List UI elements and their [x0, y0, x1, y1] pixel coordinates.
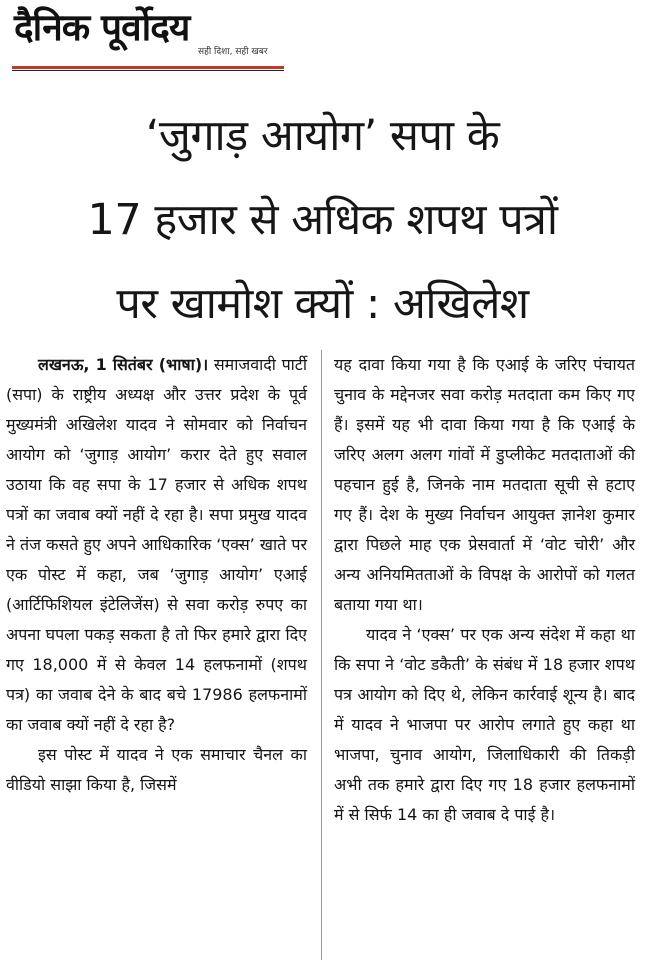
article-text: समाजवादी पार्टी (सपा) के राष्ट्रीय अध्यक्ष और उत्तर प्रदेश के पूर्व मुख्यमंत्री अखिलेश यादव ने सोमवार को निर्वाचन आयोग को ‘जुगाड़ आयोग’ करार देते हुए सवाल उठाया कि वह सपा के 17 हजार से अधिक शपथ पत्रों का जवाब क्यों नहीं दे रहा है। सपा प्रमुख यादव ने तंज कसते हुए अपने आधिकारिक ‘एक्स’ खाते पर एक पोस्ट में कहा, जब ‘जुगाड़ आयोग’ एआई (आर्टिफिशियल इंटेलिजेंस) से सवा करोड़ रुपए का अपना घपला पकड़ सकता है तो फिर हमारे द्वारा दिए गए 18,000 में से केवल 14 हलफनामों (शपथ पत्र) का जवाब देने के बाद बचे 17986 हलफनामों का जवाब क्यों नहीं दे रहा है? — [6, 355, 308, 734]
dateline: लखनऊ, 1 सितंबर (भाषा)। — [38, 355, 209, 374]
article-paragraph: यह दावा किया गया है कि एआई के जरिए पंचायत चुनाव के मद्देनजर सवा करोड़ मतदाता कम किए गए हैं। इसमें यह भी दावा किया गया है कि एआई के जरिए अलग अलग गांवों में डुप्लीकेट मतदाताओं की पहचान हुई है, जिनके नाम मतदाता सूची से हटाए गए हैं। देश के मुख्य निर्वाचन आयुक्त ज्ञानेश कुमार द्वारा पिछले माह एक प्रेसवार्ता में ‘वोट चोरी’ और अन्य अनियमितताओं के विपक्ष के आरोपों को गलत बताया गया था। — [334, 355, 635, 614]
logo-underline-thin — [12, 70, 284, 71]
logo-tagline: सही दिशा, सही खबर — [198, 47, 268, 57]
masthead — [0, 0, 645, 78]
headline — [14, 94, 631, 346]
article-column-right — [334, 350, 635, 830]
headline-line-2: 17 हजार से अधिक शपथ पत्रों — [87, 195, 558, 245]
logo-underline — [12, 66, 284, 69]
article-paragraph — [6, 350, 307, 740]
newspaper-logo: दैनिक पूर्वोदय — [14, 6, 190, 49]
headline-line-3: पर खामोश क्यों : अखिलेश — [116, 279, 529, 329]
headline-line-1: ‘जुगाड़ आयोग’ सपा के — [145, 111, 500, 161]
article-paragraph: इस पोस्ट में यादव ने एक समाचार चैनल का वीडियो साझा किया है, जिसमें — [6, 745, 307, 794]
article-column-left — [6, 350, 307, 800]
column-divider — [321, 350, 322, 960]
article-paragraph: यादव ने ‘एक्स’ पर एक अन्य संदेश में कहा था कि सपा ने ‘वोट डकैती’ के संबंध में 18 हजार शपथ पत्र आयोग को दिए थे, लेकिन कार्रवाई शून्य है। बाद में यादव ने भाजपा पर आरोप लगाते हुए कहा था भाजपा, चुनाव आयोग, जिलाधिकारी की तिकड़ी अभी तक हमारे द्वारा दिए गए 18 हजार हलफनामों में से सिर्फ 14 का ही जवाब दे पाई है। — [334, 625, 635, 824]
